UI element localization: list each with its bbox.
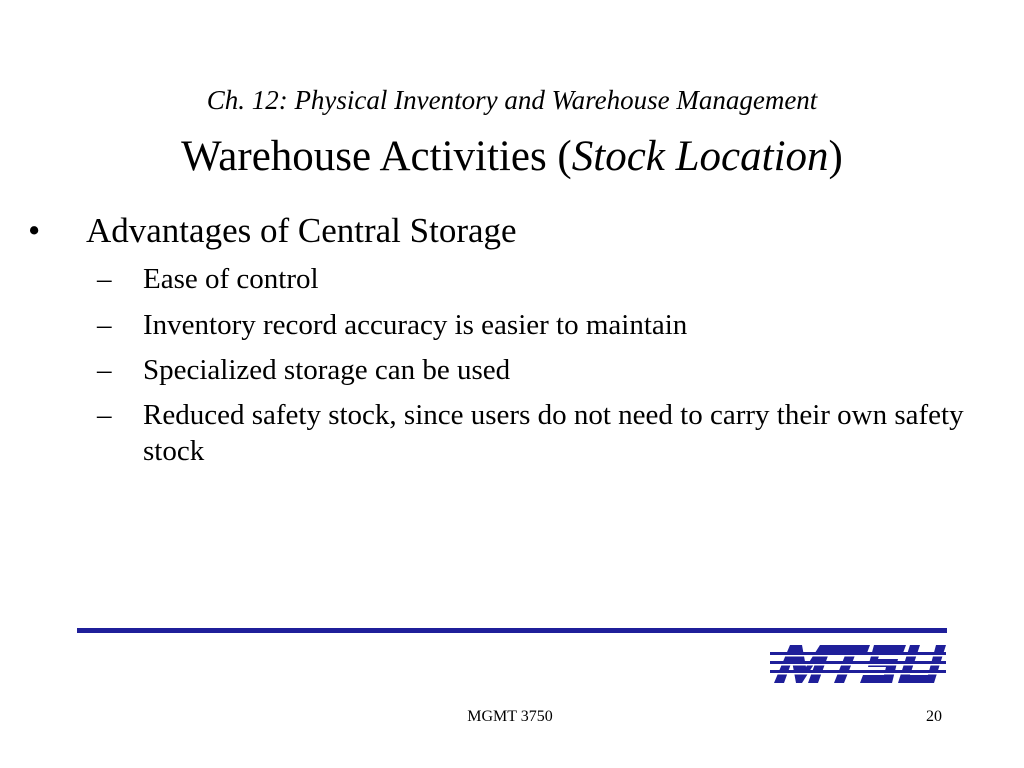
bullet-text: Advantages of Central Storage (86, 211, 517, 250)
sub-bullet-marker: – (97, 263, 112, 295)
sub-bullet-marker: – (97, 309, 112, 341)
sub-bullet-marker: – (97, 354, 112, 386)
bullet-marker: • (28, 211, 41, 250)
sub-bullet-text: Reduced safety stock, since users do not need to carry their own safety stock (143, 399, 964, 467)
slide-title (0, 131, 1024, 183)
sub-bullet-marker: – (97, 399, 112, 431)
mtsu-logo (770, 643, 946, 685)
title-suffix: ) (828, 133, 843, 180)
sub-bullet-text: Inventory record accuracy is easier to maintain (143, 309, 688, 341)
footer-page-number: 20 (926, 708, 942, 725)
sub-bullet-text: Ease of control (143, 263, 319, 295)
footer-course: MGMT 3750 (467, 708, 553, 725)
slide-subtitle: Ch. 12: Physical Inventory and Warehouse Management (206, 85, 818, 115)
title-emphasis: Stock Location (571, 133, 829, 180)
title-prefix: Warehouse Activities ( (181, 133, 572, 180)
sub-bullet-text: Specialized storage can be used (143, 354, 511, 386)
footer-divider (77, 628, 947, 633)
